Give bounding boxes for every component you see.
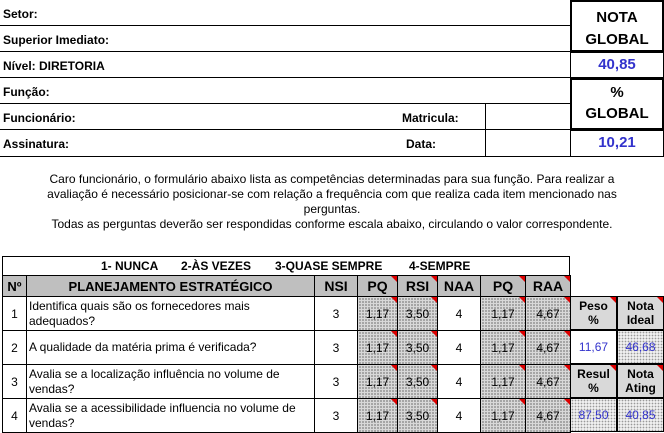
resul-value: 87,50 [570, 398, 617, 432]
table-row [3, 331, 571, 365]
data-label: Data: [406, 137, 437, 151]
naa-cell[interactable]: 4 [438, 331, 481, 365]
answer-scale [2, 256, 570, 275]
pq1-cell: 1,17 [358, 331, 398, 365]
scale-item: 1- NUNCA [101, 259, 159, 273]
question-text: Identifica quais são os fornecedores mais adequados? [27, 297, 315, 331]
percent-global-value: 10,21 [570, 130, 664, 157]
naa-cell[interactable]: 4 [438, 365, 481, 399]
pq2-cell: 1,17 [481, 331, 526, 365]
pq1-cell: 1,17 [358, 365, 398, 399]
question-text: Avalia se a localização influência no volume de vendas? [27, 365, 315, 399]
col-header-raa: RAA [526, 276, 571, 297]
percent-global-title: % GLOBAL [570, 78, 664, 130]
resul-label: Resul % [570, 364, 617, 398]
col-header-number: Nº [3, 276, 27, 297]
scale-item: 3-QUASE SEMPRE [275, 259, 383, 273]
col-header-pq1: PQ [358, 276, 398, 297]
funcao-label: Função: [3, 85, 50, 99]
nsi-cell[interactable]: 3 [315, 331, 358, 365]
nivel-label: Nível: DIRETORIA [3, 59, 105, 73]
table-row [3, 365, 571, 399]
rsi-cell: 3,50 [398, 297, 438, 331]
pq2-cell: 1,17 [481, 365, 526, 399]
rsi-cell: 3,50 [398, 365, 438, 399]
nivel-row[interactable] [0, 52, 570, 78]
superior-label: Superior Imediato: [3, 33, 110, 47]
peso-label: Peso % [570, 296, 617, 330]
table-row [3, 297, 571, 331]
col-header-nsi: NSI [315, 276, 358, 297]
rsi-cell: 3,50 [398, 399, 438, 433]
scale-item: 2-ÀS VEZES [181, 259, 252, 273]
pq1-cell: 1,17 [358, 297, 398, 331]
nota-ating-value: 40,85 [617, 398, 664, 432]
nota-global-value: 40,85 [570, 52, 664, 78]
raa-cell: 4,67 [526, 297, 571, 331]
pq2-cell: 1,17 [481, 297, 526, 331]
divider [485, 104, 486, 157]
question-text: Avalia se a acessibilidade influencia no volume de vendas? [27, 399, 315, 433]
matricula-label: Matricula: [402, 111, 459, 125]
setor-row[interactable] [0, 0, 570, 26]
raa-cell: 4,67 [526, 399, 571, 433]
scale-item: 4-SEMPRE [409, 259, 471, 273]
question-text: A qualidade da matéria prima é verificada? [27, 331, 315, 365]
competency-table [2, 275, 571, 433]
row-number: 1 [3, 297, 27, 331]
assinatura-label: Assinatura: [3, 137, 70, 151]
raa-cell: 4,67 [526, 365, 571, 399]
employee-header-form [0, 0, 664, 158]
nota-ideal-value: 46,68 [617, 330, 664, 364]
naa-cell[interactable]: 4 [438, 297, 481, 331]
naa-cell[interactable]: 4 [438, 399, 481, 433]
nota-ideal-label: Nota Ideal [617, 296, 664, 330]
nota-global-title: NOTA GLOBAL [570, 0, 664, 52]
table-row [3, 399, 571, 433]
raa-cell: 4,67 [526, 331, 571, 365]
row-number: 4 [3, 399, 27, 433]
peso-value: 11,67 [570, 330, 617, 364]
row-number: 3 [3, 365, 27, 399]
table-header-row [3, 276, 571, 297]
setor-label: Setor: [3, 7, 38, 21]
funcionario-label: Funcionário: [3, 111, 76, 125]
pq2-cell: 1,17 [481, 399, 526, 433]
superior-row[interactable] [0, 26, 570, 52]
col-header-rsi: RSI [398, 276, 438, 297]
rsi-cell: 3,50 [398, 331, 438, 365]
nsi-cell[interactable]: 3 [315, 399, 358, 433]
col-header-pq2: PQ [481, 276, 526, 297]
funcao-row[interactable] [0, 78, 570, 104]
col-header-naa: NAA [438, 276, 481, 297]
col-header-planejamento: PLANEJAMENTO ESTRATÉGICO [27, 276, 315, 297]
nsi-cell[interactable]: 3 [315, 365, 358, 399]
row-number: 2 [3, 331, 27, 365]
nota-ating-label: Nota Ating [617, 364, 664, 398]
nsi-cell[interactable]: 3 [315, 297, 358, 331]
instructions-text: Caro funcionário, o formulário abaixo lista as competências determinadas para sua função. Para realizar a avaliação é necessário posicionar-se com relação a frequência com que realiza cada item mencionado nas perguntas. Todas as perguntas deverão ser respondidas conforme escala abaixo, circulando o valor correspondente. [47, 172, 617, 231]
pq1-cell: 1,17 [358, 399, 398, 433]
